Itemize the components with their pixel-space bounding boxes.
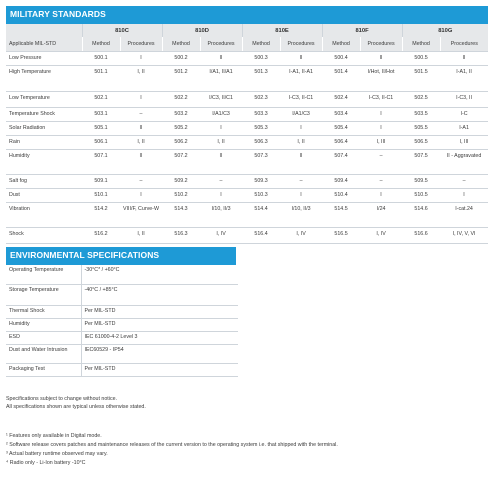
- table-row: [6, 331, 238, 344]
- method-cell: 501.3: [242, 66, 280, 92]
- note-line: Specifications subject to change without notice.: [6, 396, 118, 402]
- method-cell: 509.1: [82, 175, 120, 189]
- method-header: Method: [402, 37, 440, 52]
- procedures-cell: I/24: [360, 203, 402, 228]
- applicable-mil-std-header: Applicable MIL-STD: [6, 37, 82, 52]
- method-cell: 507.5: [402, 150, 440, 175]
- method-cell: 502.3: [242, 92, 280, 108]
- method-cell: 502.4: [322, 92, 360, 108]
- table-row: [6, 92, 488, 108]
- method-cell: 510.5: [402, 189, 440, 203]
- method-cell: 516.4: [242, 228, 280, 244]
- procedures-cell: I-A1, II: [440, 66, 488, 92]
- method-cell: 506.5: [402, 136, 440, 150]
- procedures-cell: I, II: [280, 136, 322, 150]
- method-cell: 509.4: [322, 175, 360, 189]
- footnote: ² Software release covers patches and maintenance releases of the current version to the operating system i.e. that shipped with the terminal.: [6, 442, 338, 448]
- table-row: [6, 150, 488, 175]
- procedures-cell: I, IV, V, VI: [440, 228, 488, 244]
- procedures-cell: I: [280, 189, 322, 203]
- test-label: Shock: [6, 228, 82, 244]
- method-cell: 510.1: [82, 189, 120, 203]
- test-label: Vibration: [6, 203, 82, 228]
- spec-value: IEC 61000-4-2 Level 3: [81, 331, 238, 344]
- footnote: ¹ Features only available in Digital mode.: [6, 433, 102, 439]
- method-cell: 514.2: [82, 203, 120, 228]
- method-procedure-header-row: [6, 37, 488, 52]
- method-cell: 500.2: [162, 52, 200, 66]
- procedures-cell: I/A1, II/A1: [200, 66, 242, 92]
- test-label: Rain: [6, 136, 82, 150]
- procedures-cell: I: [200, 189, 242, 203]
- method-cell: 507.1: [82, 150, 120, 175]
- table-row: [6, 175, 488, 189]
- method-cell: 503.3: [242, 108, 280, 122]
- method-header: Method: [242, 37, 280, 52]
- method-cell: 505.2: [162, 122, 200, 136]
- procedures-cell: II: [200, 150, 242, 175]
- method-cell: 516.2: [82, 228, 120, 244]
- table-row: [6, 189, 488, 203]
- procedures-cell: I, II: [120, 136, 162, 150]
- method-cell: 503.1: [82, 108, 120, 122]
- procedures-cell: I: [280, 122, 322, 136]
- method-cell: 516.6: [402, 228, 440, 244]
- spec-label: Dust and Water Intrusion: [6, 344, 81, 363]
- environmental-specifications-table: [6, 265, 238, 377]
- procedures-cell: I/10, II/3: [280, 203, 322, 228]
- standard-header: 810E: [242, 24, 322, 37]
- table-row: [6, 108, 488, 122]
- standard-header: 810F: [322, 24, 402, 37]
- test-label: Dust: [6, 189, 82, 203]
- footnote: ⁴ Radio only - Li-Ion battery -10°C: [6, 460, 86, 466]
- spec-label: Packaging Test: [6, 363, 81, 376]
- method-cell: 510.4: [322, 189, 360, 203]
- method-cell: 500.4: [322, 52, 360, 66]
- blank-header-cell: [6, 24, 82, 37]
- procedures-cell: I: [120, 92, 162, 108]
- footnotes: [6, 432, 338, 468]
- spec-value: Per MIL-STD: [81, 305, 238, 318]
- environmental-specifications-body: [6, 265, 238, 376]
- method-cell: 506.2: [162, 136, 200, 150]
- method-cell: 502.5: [402, 92, 440, 108]
- table-row: [6, 228, 488, 244]
- military-standards-title: MILITARY STANDARDS: [10, 9, 106, 19]
- method-cell: 516.3: [162, 228, 200, 244]
- table-row: [6, 363, 238, 376]
- military-standards-header: [6, 6, 488, 22]
- test-label: Low Temperature: [6, 92, 82, 108]
- table-row: [6, 203, 488, 228]
- procedures-cell: I/Hot, II/Hot: [360, 66, 402, 92]
- procedures-cell: I, IV: [360, 228, 402, 244]
- spec-value: IEC60529 - IP54: [81, 344, 238, 363]
- method-cell: 506.4: [322, 136, 360, 150]
- procedures-cell: I-C3, II-C1: [280, 92, 322, 108]
- procedures-cell: –: [360, 175, 402, 189]
- test-label: Salt fog: [6, 175, 82, 189]
- procedures-cell: VIII/F, Curve-W: [120, 203, 162, 228]
- method-cell: 500.5: [402, 52, 440, 66]
- method-cell: 501.4: [322, 66, 360, 92]
- table-row: [6, 265, 238, 284]
- procedures-cell: I: [360, 122, 402, 136]
- procedures-header: Procedures: [360, 37, 402, 52]
- method-cell: 514.3: [162, 203, 200, 228]
- procedures-cell: –: [120, 175, 162, 189]
- method-cell: 514.5: [322, 203, 360, 228]
- procedures-cell: I, IV: [200, 228, 242, 244]
- procedures-cell: II: [360, 52, 402, 66]
- procedures-cell: I-C3, II: [440, 92, 488, 108]
- procedures-cell: –: [200, 175, 242, 189]
- procedures-cell: I-C: [440, 108, 488, 122]
- note-line: All specifications shown are typical unless otherwise stated.: [6, 404, 146, 410]
- procedures-cell: I, III: [360, 136, 402, 150]
- procedures-cell: I/A1/C3: [200, 108, 242, 122]
- spec-label: Storage Temperature: [6, 284, 81, 305]
- method-cell: 503.5: [402, 108, 440, 122]
- test-label: Humidity: [6, 150, 82, 175]
- test-label: Low Pressure: [6, 52, 82, 66]
- method-header: Method: [322, 37, 360, 52]
- table-row: [6, 284, 238, 305]
- standard-header: 810D: [162, 24, 242, 37]
- spec-label: Operating Temperature: [6, 265, 81, 284]
- procedures-cell: I, II: [200, 136, 242, 150]
- spec-value: -40°C / +85°C: [81, 284, 238, 305]
- method-cell: 509.3: [242, 175, 280, 189]
- table-row: [6, 344, 238, 363]
- procedures-cell: I: [440, 189, 488, 203]
- procedures-header: Procedures: [440, 37, 488, 52]
- procedures-cell: II: [200, 52, 242, 66]
- method-cell: 507.4: [322, 150, 360, 175]
- procedures-cell: I, IV: [280, 228, 322, 244]
- spec-value: -30°C* / +60°C: [81, 265, 238, 284]
- method-cell: 514.4: [242, 203, 280, 228]
- method-cell: 505.4: [322, 122, 360, 136]
- procedures-cell: I, II: [120, 66, 162, 92]
- method-cell: 507.2: [162, 150, 200, 175]
- method-cell: 501.2: [162, 66, 200, 92]
- method-cell: 514.6: [402, 203, 440, 228]
- method-cell: 505.1: [82, 122, 120, 136]
- military-standards-body: [6, 52, 488, 244]
- method-cell: 510.2: [162, 189, 200, 203]
- spec-value: Per MIL-STD: [81, 363, 238, 376]
- procedures-cell: I/C3, II/C1: [200, 92, 242, 108]
- environmental-specifications-title: ENVIRONMENTAL SPECIFICATIONS: [10, 250, 160, 260]
- procedures-cell: II - Aggravated: [440, 150, 488, 175]
- standard-header: 810C: [82, 24, 162, 37]
- test-label: Solar Radiation: [6, 122, 82, 136]
- procedures-cell: I/A1/C3: [280, 108, 322, 122]
- table-row: [6, 318, 238, 331]
- method-cell: 505.3: [242, 122, 280, 136]
- procedures-cell: I: [200, 122, 242, 136]
- procedures-cell: II: [280, 150, 322, 175]
- method-cell: 503.4: [322, 108, 360, 122]
- method-cell: 502.2: [162, 92, 200, 108]
- table-row: [6, 52, 488, 66]
- standards-header-row: [6, 24, 488, 37]
- procedures-cell: –: [440, 175, 488, 189]
- procedures-cell: –: [360, 150, 402, 175]
- method-cell: 507.3: [242, 150, 280, 175]
- procedures-header: Procedures: [280, 37, 322, 52]
- procedures-cell: I: [360, 108, 402, 122]
- method-cell: 509.2: [162, 175, 200, 189]
- spec-label: Thermal Shock: [6, 305, 81, 318]
- spec-value: Per MIL-STD: [81, 318, 238, 331]
- table-row: [6, 66, 488, 92]
- test-label: Temperature Shock: [6, 108, 82, 122]
- test-label: High Temperature: [6, 66, 82, 92]
- method-cell: 501.1: [82, 66, 120, 92]
- spec-label: Humidity: [6, 318, 81, 331]
- procedures-cell: I-A1: [440, 122, 488, 136]
- procedures-cell: I-C3, II-C1: [360, 92, 402, 108]
- procedures-header: Procedures: [200, 37, 242, 52]
- method-cell: 503.2: [162, 108, 200, 122]
- procedures-cell: I-cat.24: [440, 203, 488, 228]
- method-cell: 500.1: [82, 52, 120, 66]
- procedures-cell: I: [120, 52, 162, 66]
- procedures-cell: I, II: [120, 228, 162, 244]
- environmental-specifications-header: [6, 247, 236, 263]
- procedures-cell: I-A1, II-A1: [280, 66, 322, 92]
- method-cell: 505.5: [402, 122, 440, 136]
- procedures-cell: II: [120, 150, 162, 175]
- method-cell: 502.1: [82, 92, 120, 108]
- method-header: Method: [82, 37, 120, 52]
- standard-header: 810G: [402, 24, 488, 37]
- method-cell: 510.3: [242, 189, 280, 203]
- method-cell: 501.5: [402, 66, 440, 92]
- procedures-cell: I/10, II/3: [200, 203, 242, 228]
- method-cell: 506.3: [242, 136, 280, 150]
- method-cell: 506.1: [82, 136, 120, 150]
- procedures-cell: –: [120, 108, 162, 122]
- procedures-header: Procedures: [120, 37, 162, 52]
- notes: [6, 395, 146, 411]
- table-row: [6, 122, 488, 136]
- spec-label: ESD: [6, 331, 81, 344]
- procedures-cell: –: [280, 175, 322, 189]
- procedures-cell: I: [360, 189, 402, 203]
- procedures-cell: II: [120, 122, 162, 136]
- procedures-cell: I, III: [440, 136, 488, 150]
- method-cell: 516.5: [322, 228, 360, 244]
- footnote: ³ Actual battery runtime observed may vary.: [6, 451, 108, 457]
- table-row: [6, 136, 488, 150]
- procedures-cell: I: [120, 189, 162, 203]
- procedures-cell: II: [280, 52, 322, 66]
- method-cell: 509.5: [402, 175, 440, 189]
- method-cell: 500.3: [242, 52, 280, 66]
- procedures-cell: II: [440, 52, 488, 66]
- table-row: [6, 305, 238, 318]
- method-header: Method: [162, 37, 200, 52]
- military-standards-table: [6, 24, 488, 244]
